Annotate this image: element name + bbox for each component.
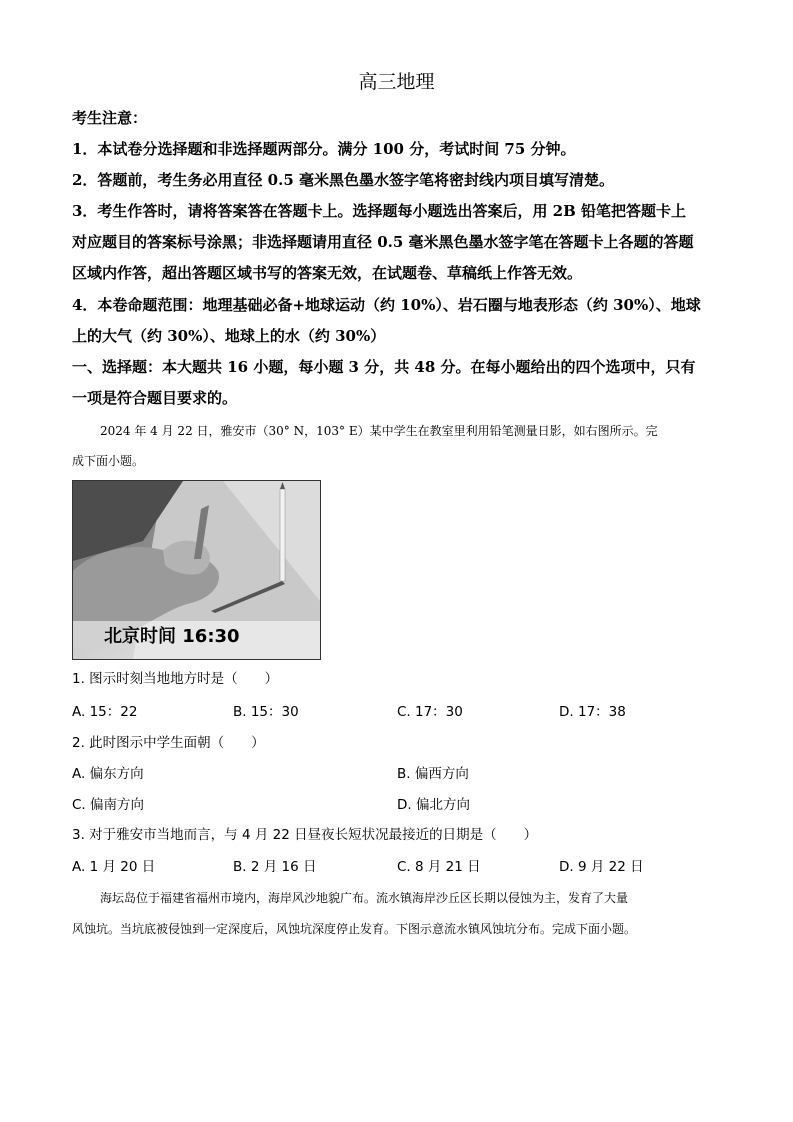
page-title: 高三地理 (358, 71, 435, 93)
notice-line-2: 2．答题前，考生务必用直径 0.5 毫米黑色墨水签字笔将密封线内项目填写清楚。 (72, 171, 614, 189)
photo-caption: 北京时间 16:30 (104, 626, 240, 647)
notice-line-5: 区域内作答，超出答题区域书写的答案无效，在试题卷、草稿纸上作答无效。 (72, 264, 583, 282)
notice-line-4: 对应题目的答案标号涂黑；非选择题请用直径 0.5 毫米黑色墨水签字笔在答题卡上各题的答题 (72, 233, 694, 251)
question-2-option-b[interactable]: B. 偏西方向 (397, 766, 469, 782)
section-heading-line-2: 一项是符合题目要求的。 (72, 389, 238, 407)
question-1-option-a[interactable]: A. 15：22 (72, 704, 138, 720)
passage1-line-2: 成下面小题。 (72, 454, 145, 468)
question-2-option-d[interactable]: D. 偏北方向 (397, 797, 470, 813)
vertical-pencil (280, 489, 285, 581)
question-2-option-c[interactable]: C. 偏南方向 (72, 797, 145, 813)
passage2-line-2: 风蚀坑。当坑底被侵蚀到一定深度后，风蚀坑深度停止发育。下图示意流水镇风蚀坑分布。完成下面小题。 (72, 922, 637, 936)
section-heading-line-1: 一、选择题：本大题共 16 小题，每小题 3 分，共 48 分。在每小题给出的四个选项中，只有 (72, 358, 696, 376)
passage1-line-1: 2024 年 4 月 22 日，雅安市（30° N，103° E）某中学生在教室里利用铅笔测量日影，如右图所示。完 (100, 424, 658, 438)
question-3-option-c[interactable]: C. 8 月 21 日 (397, 859, 481, 875)
question-1-stem: 1. 图示时刻当地地方时是（ ） (72, 671, 279, 687)
notice-line-1: 1．本试卷分选择题和非选择题两部分。满分 100 分，考试时间 75 分钟。 (72, 140, 576, 158)
question-3-option-b[interactable]: B. 2 月 16 日 (233, 859, 317, 875)
notice-line-6: 4．本卷命题范围：地理基础必备+地球运动（约 10%）、岩石圈与地表形态（约 30%）、地球 (72, 296, 701, 314)
question-2-stem: 2. 此时图示中学生面朝（ ） (72, 735, 265, 751)
notice-line-7: 上的大气（约 30%）、地球上的水（约 30%） (72, 327, 386, 345)
question-3-option-a[interactable]: A. 1 月 20 日 (72, 859, 156, 875)
question-3-option-d[interactable]: D. 9 月 22 日 (559, 859, 644, 875)
notice-heading: 考生注意： (72, 109, 148, 127)
question-1-option-b[interactable]: B. 15：30 (233, 704, 299, 720)
passage2-line-1: 海坛岛位于福建省福州市境内，海岸风沙地貌广布。流水镇海岸沙丘区长期以侵蚀为主，发育了大量 (100, 891, 629, 905)
question-1-option-d[interactable]: D. 17：38 (559, 704, 626, 720)
question-3-stem: 3. 对于雅安市当地而言，与 4 月 22 日昼夜长短状况最接近的日期是（ ） (72, 827, 538, 843)
notice-line-3: 3．考生作答时，请将答案答在答题卡上。选择题每小题选出答案后，用 2B 铅笔把答题卡上 (72, 202, 687, 220)
question-1-option-c[interactable]: C. 17：30 (397, 704, 463, 720)
question-2-option-a[interactable]: A. 偏东方向 (72, 766, 144, 782)
